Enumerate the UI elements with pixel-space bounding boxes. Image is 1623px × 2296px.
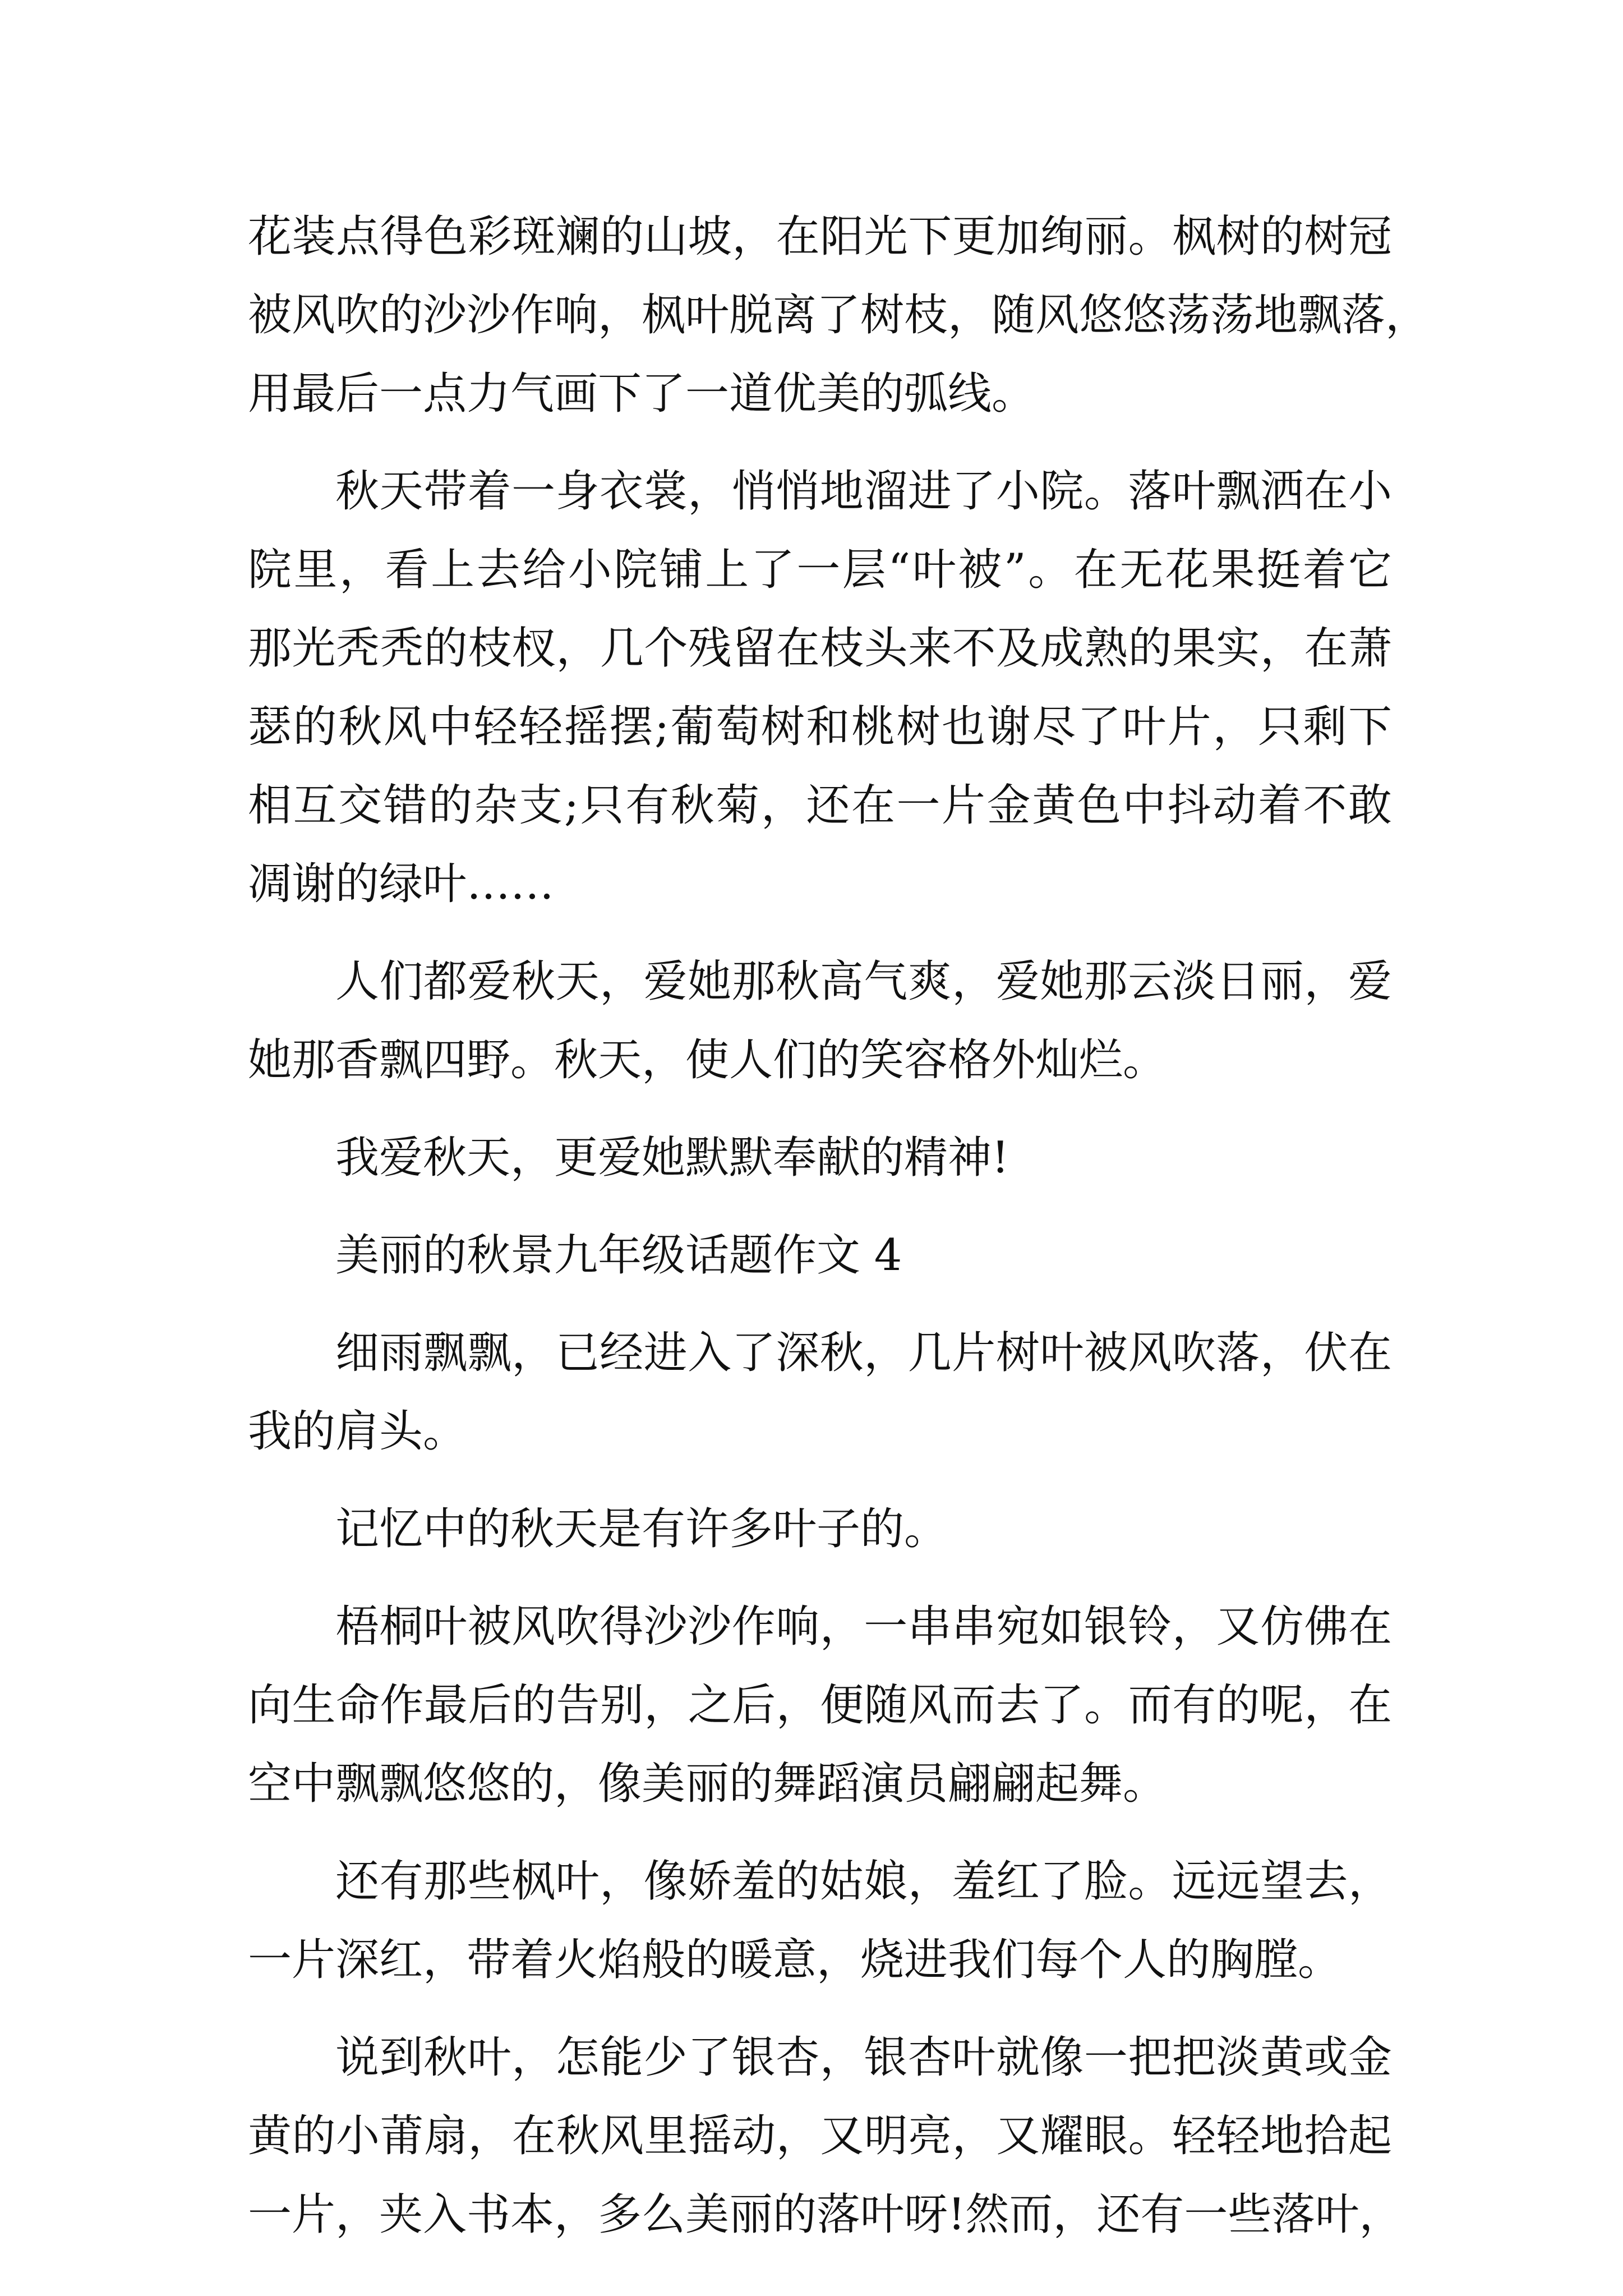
text-line: 瑟的秋风中轻轻摇摆;葡萄树和桃树也谢尽了叶片，只剩下 bbox=[248, 702, 1392, 752]
text-line: 相互交错的杂支;只有秋菊，还在一片金黄色中抖动着不敢 bbox=[248, 780, 1392, 831]
text-line: 用最后一点力气画下了一道优美的弧线。 bbox=[248, 369, 1036, 419]
text-line: 细雨飘飘，已经进入了深秋，几片树叶被风吹落，伏在 bbox=[335, 1328, 1392, 1378]
paragraph bbox=[248, 452, 1392, 923]
text-line: 空中飘飘悠悠的，像美丽的舞蹈演员翩翩起舞。 bbox=[248, 1759, 1167, 1809]
text-line: 秋天带着一身衣裳，悄悄地溜进了小院。落叶飘洒在小 bbox=[335, 466, 1392, 517]
text-line: 黄的小莆扇，在秋风里摇动，又明亮，又耀眼。轻轻地拾起 bbox=[248, 2111, 1392, 2161]
paragraph bbox=[248, 1314, 1392, 1471]
essay-text bbox=[248, 197, 1430, 2254]
text-line: 一片，夹入书本，多么美丽的落叶呀!然而，还有一些落叶， bbox=[248, 2189, 1403, 2240]
text-line: 她那香飘四野。秋天，使人们的笑容格外灿烂。 bbox=[248, 1035, 1167, 1085]
paragraph bbox=[248, 197, 1430, 433]
paragraph bbox=[248, 1119, 1392, 1197]
paragraph bbox=[248, 1588, 1392, 1823]
text-line: 我的肩头。 bbox=[248, 1406, 467, 1457]
text-line: 还有那些枫叶，像娇羞的姑娘，羞红了脸。远远望去， bbox=[335, 1856, 1392, 1907]
text-line: 花装点得色彩斑斓的山坡，在阳光下更加绚丽。枫树的树冠 bbox=[248, 211, 1392, 262]
text-line: 被风吹的沙沙作响，枫叶脱离了树枝，随风悠悠荡荡地飘落， bbox=[248, 290, 1430, 341]
text-line: 人们都爱秋天，爱她那秋高气爽，爱她那云淡日丽，爱 bbox=[335, 956, 1392, 1007]
paragraph bbox=[248, 1490, 1392, 1568]
paragraph bbox=[248, 1842, 1392, 1999]
text-line: 那光秃秃的枝杈，几个残留在枝头来不及成熟的果实，在萧 bbox=[248, 623, 1392, 674]
text-line: 一片深红，带着火焰般的暖意，烧进我们每个人的胸膛。 bbox=[248, 1935, 1342, 1985]
section-title bbox=[248, 1216, 1392, 1295]
paragraph bbox=[248, 2018, 1403, 2254]
text-line: 美丽的秋景九年级话题作文 4 bbox=[335, 1230, 902, 1281]
text-line: 院里，看上去给小院铺上了一层“叶被”。在无花果挺着它 bbox=[248, 545, 1392, 595]
text-line: 凋谢的绿叶…… bbox=[248, 859, 555, 909]
text-line: 我爱秋天，更爱她默默奉献的精神! bbox=[335, 1133, 1009, 1183]
text-line: 向生命作最后的告别，之后，便随风而去了。而有的呢，在 bbox=[248, 1680, 1392, 1731]
paragraph bbox=[248, 942, 1392, 1099]
text-line: 说到秋叶，怎能少了银杏，银杏叶就像一把把淡黄或金 bbox=[335, 2032, 1392, 2083]
text-line: 梧桐叶被风吹得沙沙作响，一串串宛如银铃，又仿佛在 bbox=[335, 1602, 1392, 1652]
text-line: 记忆中的秋天是有许多叶子的。 bbox=[335, 1504, 948, 1554]
